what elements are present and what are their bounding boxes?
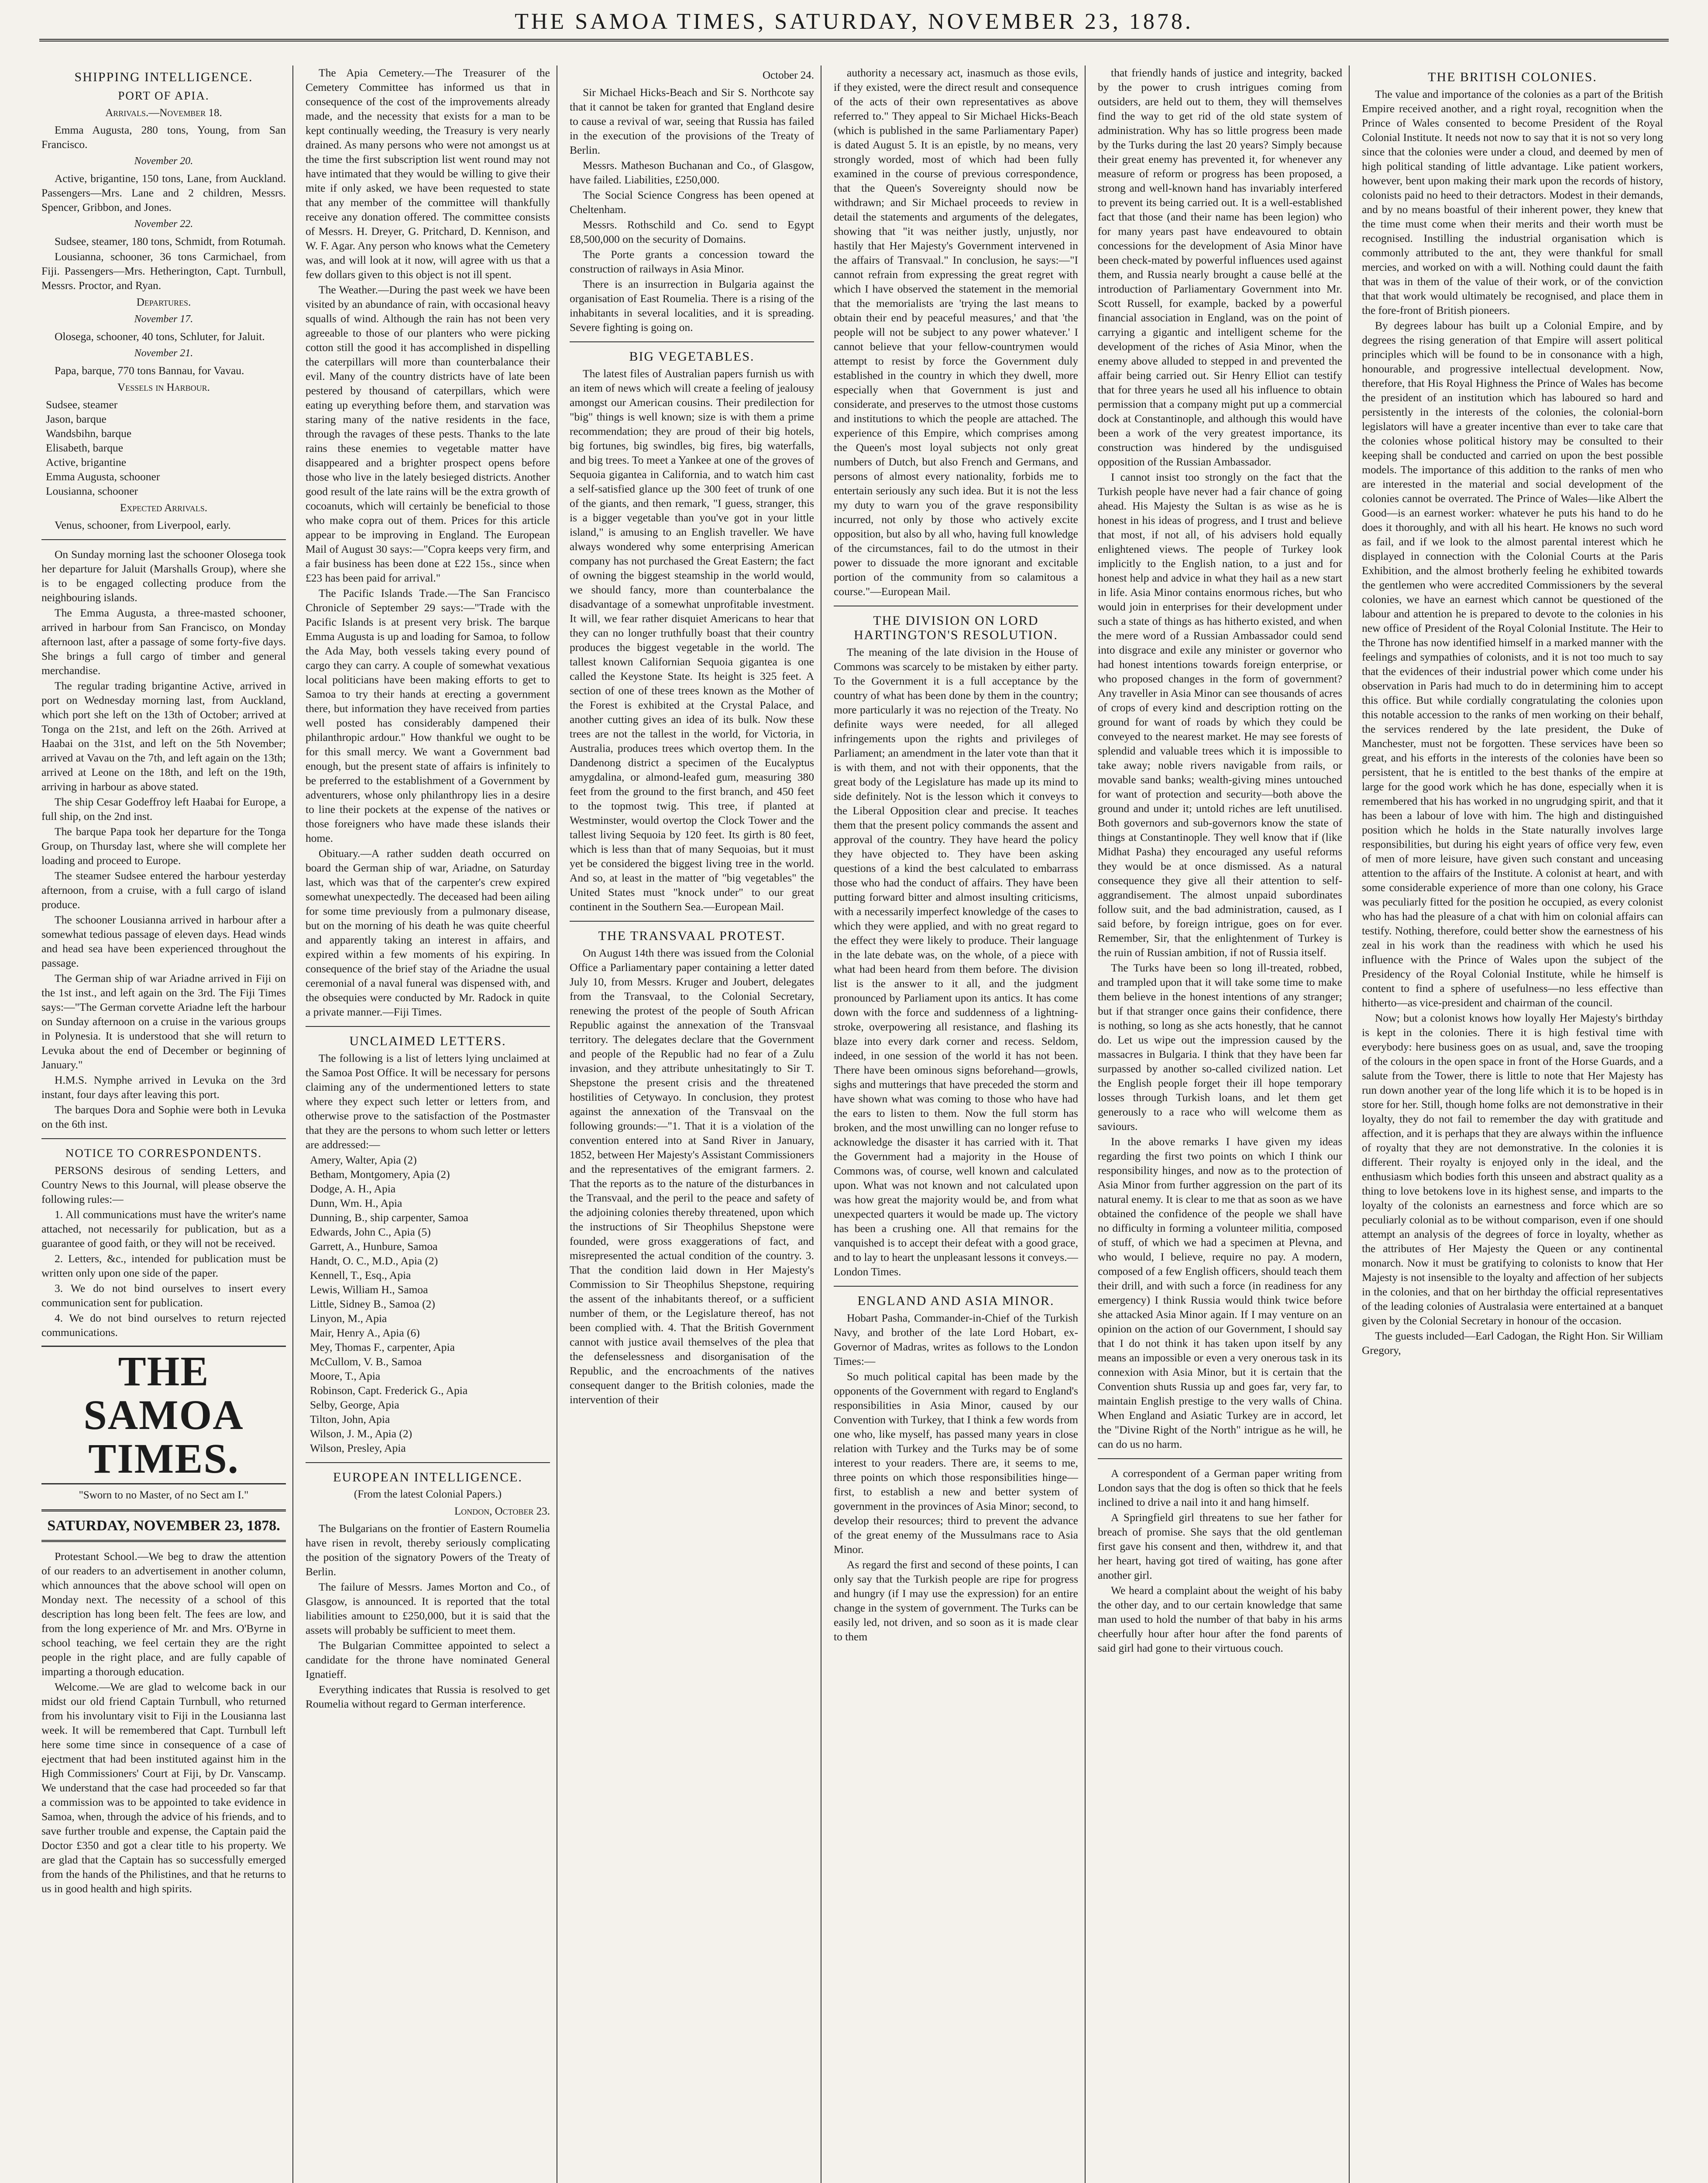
letter-item: Robinson, Capt. Frederick G., Apia xyxy=(310,1384,468,1397)
letter-item: Handt, O. C., M.D., Apia (2) xyxy=(310,1254,438,1267)
vessel-item: Active, brigantine xyxy=(46,456,127,468)
letter-item: Little, Sidney B., Samoa (2) xyxy=(310,1298,435,1310)
letter-item: Dunn, Wm. H., Apia xyxy=(310,1197,402,1209)
paragraph: The German ship of war Ariadne arrived in Fiji on the 1st inst., and left again on the 3rd. The Fiji Times says:—"The German corvette Ariadne left the harbour on Sunday afternoon on a cruise in the various groups in Polynesia. It is understood that she will return to Levuka about the end of December or beginning of January." xyxy=(41,972,286,1071)
divider xyxy=(570,341,814,342)
paragraph: PERSONS desirous of sending Letters, and Country News to this Journal, will please observe the following rules:— xyxy=(41,1164,286,1205)
paragraph: We heard a complaint about the weight of his baby the other day, and to our certain knowledge that same man used to hold the number of that baby in his arms cheerfully hour after hour after the fond parents of said girl had gone to their virtuous couch. xyxy=(1098,1584,1342,1654)
divider xyxy=(1098,1458,1342,1459)
letter-item: Mair, Henry A., Apia (6) xyxy=(310,1326,420,1339)
notice-heading: NOTICE TO CORRESPONDENTS. xyxy=(65,1147,262,1160)
paragraph: Now; but a colonist knows how loyally Her Majesty's birthday is kept in the colonies. There it is high festival time with everybody: here business goes on as usual, and, save the trooping of the colours in the open space in front of the Horse Guards, and a salute from the Tower, there is little to note that Her Majesty has run down another year of the long life which it is to be hoped is in store for her. Still, though home folks are not demonstrative in their loyalty, they do not fail to remember the day with gratitude and affection, and it is perhaps that they are always within the influence of royalty that they are not demonstrative. In the colonies it is different. Their royalty is enjoyed only in the ideal, and the enthusiasm which bodies forth this unseen and abstract quality as a thing to love betokens love in its highest sense, and imparts to the loyalty of the colonists an earnestness and force which are so peculiarly colonial as to be without comparison, even if one should attempt an analysis of the degrees of force in loyalty, whether as the attributes of Her Majesty the Queen or any continental monarch. Now it must be gratifying to colonists to know that Her Majesty is not insensible to the loyalty and affection of her subjects in the colonies, and that on her birthday the official representatives of the leading colonies of Australasia were entertained at a banquet given by the Colonial Secretary in honour of the occasion. xyxy=(1362,1012,1663,1327)
date-label: November 22. xyxy=(134,218,193,230)
divider xyxy=(570,921,814,922)
division-heading: THE DIVISION ON LORD HARTINGTON'S RESOLUTION. xyxy=(854,613,1058,642)
column-5 xyxy=(1098,65,1342,2183)
vessel-item: Elisabeth, barque xyxy=(46,441,124,454)
letter-item: Edwards, John C., Apia (5) xyxy=(310,1226,431,1238)
arrival-item: Active, brigantine, 150 tons, Lane, from Auckland. Passengers—Mrs. Lane and 2 children, Messrs. Spencer, Gribbon, and Jones. xyxy=(41,172,286,213)
issue-date: SATURDAY, NOVEMBER 23, 1878. xyxy=(47,1518,280,1534)
letter-item: Moore, T., Apia xyxy=(310,1370,381,1382)
dateline: October 24. xyxy=(762,69,814,81)
paragraph: There is an insurrection in Bulgaria against the organisation of East Roumelia. There is a rising of the inhabitants in several localities, and it is spreading. Severe fighting is going on. xyxy=(570,278,814,334)
paragraph: The Bulgarians on the frontier of Eastern Roumelia have risen in revolt, thereby seriously complicating the position of the signatory Powers of the Treaty of Berlin. xyxy=(306,1522,550,1578)
paragraph: So much political capital has been made by the opponents of the Government with regard to England's responsibilities in Asia Minor, caused by our Convention with Turkey, that I think a few words from one who, like myself, has passed many years in close relation with Turkey and the Turks may be of some interest to your readers. There are, it seems to me, three points on which those responsibilities hinge—first, to establish a new and better system of government in the provinces of Asia Minor; second, to develop their resources; third to prevent the advance of the great enemy of the Mussulmans race to Asia Minor. xyxy=(834,1370,1078,1556)
column-4 xyxy=(834,65,1078,2183)
letter-item: Linyon, M., Apia xyxy=(310,1312,387,1325)
expected-item: Venus, schooner, from Liverpool, early. xyxy=(55,519,231,531)
column-6 xyxy=(1362,65,1663,2183)
paragraph: The latest files of Australian papers furnish us with an item of news which will create a feeling of jealousy amongst our American cousins. Their predilection for "big" things is well known; size is with them a prime recommendation; they are proud of their big hotels, big fortunes, big swindles, big fires, big waterfalls, and big trees. To meet a Yankee at one of the groves of Sequoia gigantea in California, and to watch him cast a self-satisfied glance up the 300 feet of trunk of one of the giants, and then remark, "I guess, stranger, this is a bigger vegetable than you've got in your little island," is amusing to an English traveller. We have always wondered why some enterprising American company has not purchased the Great Eastern; the fact of owning the biggest steamship in the world would, we should fancy, more than counterbalance the disadvantage of a somewhat unprofitable investment. It will, we fear rather disquiet Americans to hear that they can no longer truthfully boast that their country produces the biggest vegetable in the world. The tallest known Californian Sequoia gigantea is one called the Keystone State. Its height is 325 feet. A section of one of these trees known as the Mother of the Forest is exhibited at the Crystal Palace, and another cutting gives an idea of its bulk. Now these trees are not the tallest in the world, for Victoria, in Australia, produces trees which overtop them. In the Dandenong district a specimen of the Eucalyptus amygdalina, or almond-leafed gum, measuring 380 feet from the ground to the first branch, and 450 feet to the topmost twig. This tree, if planted at Westminster, would overtop the Clock Tower and the tallest living Sequoia by 120 feet. Its girth is 80 feet, which is less than that of many Sequoias, but it must yet be considered the biggest living tree in the world. And so, at least in the matter of "big vegetables" the United States must "knock under" to our great continent in the Southern Sea.—European Mail. xyxy=(570,367,814,913)
paragraph: authority a necessary act, inasmuch as those evils, if they existed, were the direct result and consequence of the acts of their own representatives as above referred to." They appeal to Sir Michael Hicks-Beach (which is published in the same Parliamentary Paper) is dated August 5. It is an epistle, by no means, very strongly worded, most of which had been fully examined in the course of previous correspondence, that the Queen's Sovereignty should now be withdrawn; and Sir Michael proceeds to review in detail the statements and arguments of the delegates, showing that "it was neither justly, unjustly, nor hastily that Her Majesty's Government intervened in the affairs of Transvaal." In conclusion, he says:—"I cannot refrain from expressing the great regret with which I have observed the statement in the memorial that the memorialists are 'trying the last means to obtain their end by peaceful measures,' and that 'the people will not be subject to any power whatever.' I cannot believe that your fellow-countrymen would attempt to resist by force the Government duly established in the country in which they dwell, more especially when that Government is just and considerate, and preserves to the utmost those customs and institutions to which the people are attached. The experience of this Empire, which comprises among the Queen's most loyal subjects not only great numbers of Dutch, but also French and Germans, and persons of almost every nationality, forbids me to entertain seriously any such idea. But it is not the less my duty to warn you of the grave responsibility incurred, not only by those who actively excite opposition, but also by all who, having full knowledge of the circumstances, fail to do the utmost in their power to dissuade the more ignorant and excitable portion of the community from so calamitous a course."—European Mail. xyxy=(834,66,1078,598)
arrival-item: Emma Augusta, 280 tons, Young, from San Francisco. xyxy=(41,124,286,151)
paragraph: The following is a list of letters lying unclaimed at the Samoa Post Office. It will be necessary for persons claiming any of the undermentioned letters to state where they expect such letter or letters from, and otherwise prove to the satisfaction of the Postmaster that they are the persons to whom such letter or letters are addressed:— xyxy=(306,1052,550,1151)
letter-item: Lewis, William H., Samoa xyxy=(310,1283,428,1296)
letter-item: Selby, George, Apia xyxy=(310,1398,399,1411)
letter-item: Dodge, A. H., Apia xyxy=(310,1182,396,1195)
paragraph: Everything indicates that Russia is resolved to get Roumelia without regard to German interference. xyxy=(306,1683,550,1710)
paragraph: The Weather.—During the past week we have been visited by an abundance of rain, with occasional heavy squalls of wind. Although the rain has not been very agreeable to those of our planters who were picking cotton still the good it has accomplished in dispelling the caterpillars will more than counterbalance their evil. Many of the country districts have of late been pestered by thousand of caterpillars, which were eating up everything before them, and starvation was staring many of the native residents in the face, through the ravages of these pests. Thanks to the late rains these enemies to vegetable matter have disappeared and a brighter prospect opens before those who live in the lately besieged districts. Another good result of the late rains will be the extra growth of cocoanuts, which will certainly be beneficial to those who make copra out of them. Prices for this article appear to be improving in England. The European Mail of August 30 says:—"Copra keeps very firm, and a fair business has been done at £22 15s., since when £23 has been paid for arrival." xyxy=(306,283,550,584)
departure-item: Papa, barque, 770 tons Bannau, for Vavau. xyxy=(55,364,244,377)
paragraph: Messrs. Matheson Buchanan and Co., of Glasgow, have failed. Liabilities, £250,000. xyxy=(570,159,814,186)
letter-item: Dunning, B., ship carpenter, Samoa xyxy=(310,1211,468,1224)
paragraph: The Pacific Islands Trade.—The San Francisco Chronicle of September 29 says:—"Trade with the Pacific Islands is at present very brisk. The barque Emma Augusta is up and loading for Samoa, to follow the Ada May, both vessels taking every pound of cargo they can carry. A couple of somewhat vexatious local politicians have been making efforts to get to Samoa to try their hands at erecting a government there, but information they have received from parties well posted has considerably dampened their philanthropic ardour." How thankful we ought to be for this small mercy. We want a Government bad enough, but the present state of affairs is infinitely to be preferred to the establishment of a Government by adventurers, whose only philanthropy lies in a desire to line their pockets at the expense of the natives or those foreigners who have made these islands their home. xyxy=(306,587,550,844)
letter-item: Wilson, J. M., Apia (2) xyxy=(310,1427,412,1440)
paragraph: 3. We do not bind ourselves to insert every communication sent for publication. xyxy=(41,1282,286,1309)
european-heading: EUROPEAN INTELLIGENCE. xyxy=(333,1470,522,1484)
paragraph: that friendly hands of justice and integrity, backed by the power to crush intrigues coming from outsiders, are held out to them, they will themselves find the way to get rid of the old state system of administration. Why has so little progress been made by the Turks during the last 20 years? Simply because their great enemy has prevented it, for whenever any measure of reform or progress has been proposed, a strong and well-known hand has invariably interfered to prevent its being carried out. It is a well-established fact that those (and their name has been legion) who for many years past have endeavoured to obtain concessions for the development of Asia Minor have been check-mated by powerful influences used against them, and Russia nearly brought a cause bellé at the introduction of Parliamentary Government into Mr. Scott Russell, for example, backed by a powerful financial association in England, was on the point of carrying a gigantic and intelligent scheme for the development of the riches of Asia Minor, when the enemy above alluded to stepped in and prevented the affair being carried out. Sir Henry Elliot can testify that for three years he used all his influence to obtain permission that a company might put up a commercial dock at Constantinople, and although this would have been a work of the very greatest importance, its construction was hindered by the undisguised opposition of the Russian Ambassador. xyxy=(1098,66,1342,468)
column-2 xyxy=(306,65,550,2183)
divider xyxy=(834,1286,1078,1287)
letter-item: Wilson, Presley, Apia xyxy=(310,1442,406,1454)
paragraph: The Social Science Congress has been opened at Cheltenham. xyxy=(570,189,814,216)
divider xyxy=(41,539,286,540)
masthead-title: THE SAMOA TIMES. xyxy=(41,1346,286,1484)
column-rule xyxy=(1085,65,1086,2183)
paragraph: The Emma Augusta, a three-masted schooner, arrived in harbour from San Francisco, on Monday afternoon last, after a passage of some forty-five days. She brings a full cargo of timber and general merchandise. xyxy=(41,606,286,677)
divider xyxy=(306,1026,550,1027)
paragraph: On August 14th there was issued from the Colonial Office a Parliamentary paper containing a letter dated July 10, from Messrs. Kruger and Joubert, delegates from the Transvaal, to the Colonial Secretary, renewing the protest of the people of South African Republic against the annexation of the Transvaal territory. The delegates declare that the Government and people of the Republic had no fear of a Zulu invasion, and they attribute unhesitatingly to Sir T. Shepstone the present crisis and the threatened hostilities of Cetywayo. In conclusion, they protest against the annexation of the Transvaal on the following grounds:—"1. That it is a violation of the convention entered into at Sand River in January, 1852, between Her Majesty's Assistant Commissioners and the representatives of the emigrant farmers. 2. That the reports as to the nature of the disturbances in the Transvaal, and the peril to the peace and safety of the adjoining colonies thereby threatened, upon which the instructions of Sir Theophilus Shepstone were founded, were gross exaggerations of fact, and misrepresented the actual condition of the country. 3. That the condition laid down in Her Majesty's Commission to Sir Theophilus Shepstone, requiring the assent of the inhabitants thereof, or a sufficient number of them, or the Legislature thereof, has not been complied with. 4. That the British Government cannot with justice avail themselves of the plea that the defenselessness and disorganisation of the Republic, and the encroachments of the natives consequent danger to the British colonies, made the intervention of their xyxy=(570,947,814,1406)
divider xyxy=(306,1462,550,1463)
date-label: November 21. xyxy=(134,348,193,359)
letter-item: Kennell, T., Esq., Apia xyxy=(310,1269,411,1281)
paragraph: The steamer Sudsee entered the harbour yesterday afternoon, from a cruise, with a full cargo of island produce. xyxy=(41,869,286,911)
letter-item: McCullom, V. B., Samoa xyxy=(310,1355,422,1368)
vessel-item: Lousianna, schooner xyxy=(46,485,138,497)
vessel-item: Wandsbihn, barque xyxy=(46,427,132,440)
paragraph: The ship Cesar Godeffroy left Haabai for Europe, a full ship, on the 2nd inst. xyxy=(41,795,286,823)
paragraph: H.M.S. Nymphe arrived in Levuka on the 3rd instant, four days after leaving this port. xyxy=(41,1074,286,1101)
paragraph: The Apia Cemetery.—The Treasurer of the Cemetery Committee has informed us that in consequence of the cost of the improvements already made, and the necessity that exists for a man to be kept continually weeding, the Treasury is very nearly drained. As many persons who were not amongst us at the time the first subscription list went round may not have intimated that they would be willing to give their mite if only asked, we have been requested to state that any member of the committee will thankfully receive any donation offered. The committee consists of Messrs. H. Dreyer, G. Pritchard, D. Kennison, and W. F. Agar. Any person who knows what the Cemetery was, and will look at it now, will agree with us that a few dollars given to this object is not ill spent. xyxy=(306,66,550,281)
letter-item: Amery, Walter, Apia (2) xyxy=(310,1153,417,1166)
paragraph: The guests included—Earl Cadogan, the Right Hon. Sir William Gregory, xyxy=(1362,1329,1663,1357)
letter-item: Mey, Thomas F., carpenter, Apia xyxy=(310,1341,455,1353)
paragraph: Hobart Pasha, Commander-in-Chief of the Turkish Navy, and brother of the late Lord Hobart, ex-Governor of Madras, writes as follows to the London Times:— xyxy=(834,1312,1078,1367)
vessel-item: Jason, barque xyxy=(46,413,107,425)
paragraph: The barque Papa took her departure for the Tonga Group, on Thursday last, where she will complete her loading and proceed to Europe. xyxy=(41,825,286,867)
paragraph: 2. Letters, &c., intended for publication must be written only upon one side of the paper. xyxy=(41,1252,286,1279)
page-header: THE SAMOA TIMES, SATURDAY, NOVEMBER 23, 1878. xyxy=(39,9,1669,41)
arrival-item: Sudsee, steamer, 180 tons, Schmidt, from Rotumah. xyxy=(55,235,286,248)
transvaal-heading: THE TRANSVAAL PROTEST. xyxy=(598,929,786,943)
source-note: (From the latest Colonial Papers.) xyxy=(354,1488,502,1500)
paragraph: Obituary.—A rather sudden death occurred on board the German ship of war, Ariadne, on Saturday last, which was that of the carpenter's crew expired somewhat unexpectedly. The deceased had been ailing for some time previously from a pulmonary disease, but on the morning of his death he was quite cheerful and apparently taking an interest in affairs, and expired within a few moments of his expiring. In consequence of the brief stay of the Ariadne the usual ceremonial of a naval funeral was dispensed with, and the obsequies were conducted by Mr. Radock in quite a private manner.—Fiji Times. xyxy=(306,847,550,1018)
paragraph: The Porte grants a concession toward the construction of railways in Asia Minor. xyxy=(570,248,814,275)
paragraph: A Springfield girl threatens to sue her father for breach of promise. She says that the old gentleman first gave his consent and then, withdrew it, and that her heart, having got tired of waiting, has gone after another girl. xyxy=(1098,1511,1342,1581)
column-3 xyxy=(570,65,814,2183)
vessel-item: Sudsee, steamer xyxy=(46,398,118,411)
paragraph: As regard the first and second of these points, I can only say that the Turkish people are ripe for progress and hungry (if I may use the expression) for an entire change in the system of government. The Turks can be easily led, not driven, and so soon as it is made clear to them xyxy=(834,1558,1078,1643)
divider xyxy=(41,1540,286,1542)
column-rule xyxy=(1349,65,1350,2183)
paragraph: The Turks have been so long ill-treated, robbed, and trampled upon that it will take some time to make them believe in the honest intentions of any stranger; but if that stranger once gains their confidence, there is nothing, so long as she acts honestly, that he cannot do. Let us wipe out the impression caused by the massacres in Bulgaria. I think that they have been far surpassed by another so-called civilized nation. Let the English people forget their ill hope temporary losses through Turkish loans, and let them get generously to a race who will welcome them as saviours. xyxy=(1098,961,1342,1133)
letter-item: Tilton, John, Apia xyxy=(310,1413,390,1425)
paragraph: The schooner Lousianna arrived in harbour after a somewhat tedious passage of eleven days. Head winds and head sea have been experienced throughout the passage. xyxy=(41,913,286,969)
arrivals-label: Arrivals.—November 18. xyxy=(105,107,222,119)
port-heading: PORT OF APIA. xyxy=(118,89,210,102)
paragraph: By degrees labour has built up a Colonial Empire, and by degrees the rising generation of that Empire will assert political principles which will be found to be in consonance with a high, honourable, and progressive intellectual development. Now, therefore, that His Royal Highness the Prince of Wales has become the president of an institution which has laboured so hard and persistently in the interests of the colonies, the colonial-born legislators will have a greater incentive than ever to take care that the colonies whose political history may be consulted to their keeping shall be conducted and carried on upon the best possible models. The importance of this addition to the ranks of men who are interested in the material and social development of the colonies cannot be overrated. The Prince of Wales—like Albert the Good—is an earnest worker: whatever he puts his hand to do he does it thoroughly, and with all his heart. He knows no such word as fail, and if we look to the almost parental interest which he displayed in connection with the Colonial Courts at the Paris Exhibition, and the almost brotherly feeling he exhibited towards the gentlemen who were accredited Commissioners by the several colonies, we have an earnest which cannot be questioned of the labour and attention he is prepared to devote to the colonies in his new office of President of the Royal Colonial Institute. The Heir to the Throne has now identified himself in a marked manner with the feelings and sympathies of colonists, and it is not too much to say that the evidences of their industrial power which come under his observation in Paris had much to do in determining him to accept this office. But while cordially congratulating the colonies upon this notable accession to the ranks of men working on their behalf, the services rendered by the late president, the Duke of Manchester, must not be forgotten. These services have been so great, and his efforts in the interests of the colonies have been so persistent, that he is entitled to the best thanks of the empire at large for the good work which he has done, especially when it is remembered that his has worked in no ungrudging spirit, and that it has been a labour of love with him. The high and distinguished position which he holds in the State naturally involves large responsibilities, but during his eight years of office very few, even of men of more leisure, have given such constant and unceasing attention to the affairs of the Institute. A colonist at heart, and with some considerable experience of more than one colony, his Grace was peculiarly fitted for the position he occupied, as every colonist who has had the pleasure of a chat with him on colonial affairs can testify. Nothing, therefore, could better show the earnestness of his zeal in his work than the readiness with which he used his influence with the Prince of Wales upon the subject of the Presidency of the Royal Colonial Institute, while he himself is content to find a sphere of usefulness—no less effective than hitherto—as vice-president and chairman of the council. xyxy=(1362,319,1663,1009)
departure-item: Olosega, schooner, 40 tons, Schluter, for Jaluit. xyxy=(55,330,265,343)
departures-label: Departures. xyxy=(136,296,191,308)
shipping-heading: SHIPPING INTELLIGENCE. xyxy=(74,70,253,84)
paragraph: Welcome.—We are glad to welcome back in our midst our old friend Captain Turnbull, who returned from his involuntary visit to Fiji in the Lousianna last week. It will be remembered that Capt. Turnbull left here some time since in consequence of a case of ejectment that had been instituted against him in the High Commissioners' Court at Fiji, by Dr. Vanscamp. We understand that the case had proceeded so far that a commission was to be appointed to take evidence in Samoa, when, through the advice of his friends, and to save further trouble and expense, the Captain paid the Doctor £350 and got a clear title to his property. We are glad that the Captain has so successfully emerged from the hands of the Philistines, and that he returns to us in good health and high spirits. xyxy=(41,1680,286,1895)
paragraph: The value and importance of the colonies as a part of the British Empire received another, and a right royal, recognition when the Prince of Wales consented to become President of the Royal Colonial Institute. It needs not now to say that it is not so very long since that the colonies were under a cloud, and deemed by men of high political standing of little advantage. Like patient workers, however, bent upon making their mark upon the records of history, colonists paid no heed to their detractors. Modest in their demands, and by no means boastful of their inherent power, they knew that the time must come when their merits and their worth must be recognised. Instilling the industrial organisation which is commonly attributed to the ant, they were thankful for small mercies, and worked on with a will. Nothing could daunt the faith that was in them of the value of their work, or of the conviction that that work would ultimately be recognised, and place them in the fore-front of British pioneers. xyxy=(1362,88,1663,317)
masthead-motto: "Sworn to no Master, of no Sect am I." xyxy=(79,1489,249,1501)
arrival-item: Lousianna, schooner, 36 tons Carmichael, from Fiji. Passengers—Mrs. Hetherington, Capt. Turnbull, Messrs. Proctor, and Ryan. xyxy=(41,250,286,292)
expected-label: Expected Arrivals. xyxy=(120,502,208,514)
paragraph: 1. All communications must have the writer's name attached, not necessarily for publication, but as a guarantee of good faith, or they will not be received. xyxy=(41,1208,286,1250)
date-label: November 20. xyxy=(134,155,193,167)
paragraph: The regular trading brigantine Active, arrived in port on Wednesday morning last, from Auckland, which port she left on the 13th of October; arrived at Tonga on the 21st, and left on the 26th. Arrived at Haabai on the 31st, and left on the 5th November; arrived at Vavau on the 7th, and left again on the 13th; arrived at Leone on the 18th, and left on the 19th, arriving in harbour as above stated. xyxy=(41,679,286,793)
date-label: November 17. xyxy=(134,313,193,325)
paragraph: On Sunday morning last the schooner Olosega took her departure for Jaluit (Marshalls Group), where she is to be engaged collecting produce from the neighbouring islands. xyxy=(41,548,286,604)
letter-item: Betham, Montgomery, Apia (2) xyxy=(310,1168,450,1181)
divider xyxy=(41,1509,286,1512)
vegetables-heading: BIG VEGETABLES. xyxy=(629,349,755,364)
paragraph: The failure of Messrs. James Morton and Co., of Glasgow, is announced. It is reported that the total liabilities amount to £250,000, but it is said that the assets will probably be sufficient to meet them. xyxy=(306,1580,550,1636)
divider xyxy=(41,1138,286,1139)
column-rule xyxy=(292,65,293,2183)
paragraph: The Bulgarian Committee appointed to select a candidate for the throne have nominated General Ignatieff. xyxy=(306,1639,550,1680)
vessel-item: Emma Augusta, schooner xyxy=(46,470,160,483)
vessels-label: Vessels in Harbour. xyxy=(117,382,210,393)
paragraph: 4. We do not bind ourselves to return rejected communications. xyxy=(41,1312,286,1339)
paragraph: Protestant School.—We beg to draw the attention of our readers to an advertisement in another column, which announces that the above school will open on Monday next. The necessity of a school of this description has long been felt. The fees are low, and from the long experience of Mr. and Mrs. O'Byrne in school teaching, we feel certain they are the right people in the right place, and are fully capable of imparting a thorough education. xyxy=(41,1550,286,1678)
paragraph: A correspondent of a German paper writing from London says that the dog is often so thick that he feels inclined to drive a nail into it and hang himself. xyxy=(1098,1467,1342,1508)
unclaimed-heading: UNCLAIMED LETTERS. xyxy=(349,1034,506,1048)
paragraph: The barques Dora and Sophie were both in Levuka on the 6th inst. xyxy=(41,1103,286,1130)
paragraph: I cannot insist too strongly on the fact that the Turkish people have never had a fair chance of going ahead. His Majesty the Sultan is as wise as he is honest in his ideas of progress, and I trust and believe that most, if not all, of his advisers hold equally enlightened views. The people of Turkey look implicitly to the English nation, to a just and for honest help and advice in what they hail as a new start in life. Asia Minor contains enormous riches, but who would join in enterprises for their development under such a state of things as has hitherto existed, and when the mere word of a Russian Ambassador could send into disgrace and exile any minister or governor who had honest intentions towards foreign enterprise, or who proposed changes in the form of government? Any traveller in Asia Minor can see thousands of acres of crops of every kind and description rotting on the ground for want of roads by which they could be conveyed to the nearest market. He may see forests of splendid and valuable trees which it is impossible to take away; noble rivers navigable from rails, or movable sand banks; wealth-giving mines untouched for want of protection and security—both above the ground and under it; untold riches are left unutilised. Both governors and sub-governors know the state of things at Constantinople. They well know that if (like Midhat Pasha) they encouraged any useful reforms they would be at once dismissed. As a natural consequence they give all their attention to self-aggrandisement. The almost unpaid subordinates follow suit, and the bad administration, caused, as I said before, by foreign intrigue, goes on for ever. Remember, Sir, that the enlightenment of Turkey is the ruin of Russian ambition, if not of Russia itself. xyxy=(1098,471,1342,959)
paragraph: Messrs. Rothschild and Co. send to Egypt £8,500,000 on the security of Domains. xyxy=(570,218,814,245)
colonies-heading: THE BRITISH COLONIES. xyxy=(1428,70,1597,84)
dateline: London, October 23. xyxy=(454,1505,550,1517)
paragraph: In the above remarks I have given my ideas regarding the first two points on which I think our responsibility hinges, and now as to the protection of Asia Minor from further aggression on the part of its natural enemy. It is clear to me that as soon as we have obtained the confidence of the people we shall have no difficulty in forming a volunteer militia, composed of stuff, of which we had a specimen at Plevna, and who would, I believe, require no pay. A modern, composed of a few English officers, should teach them their drill, and with such a force (in readiness for any emergency) I think Russia would think twice before she attacked Asia Minor again. If I may venture on an opinion on the action of our Government, I should say that I do not think it has taken upon itself by any means an impossible or even a very onerous task in its connexion with Asia Minor, but it is certain that the Convention shuts Russia up and goes far, very far, to maintain English prestige to the very walls of China. When England and Asiatic Turkey are in accord, let the "Divine Right of the North" intrigue as he will, he can do us no harm. xyxy=(1098,1135,1342,1450)
column-1 xyxy=(41,65,286,2183)
paragraph: The meaning of the late division in the House of Commons was scarcely to be mistaken by either party. To the Government it is a full acceptance by the country of what has been done by them in the country; more particularly it was no rejection of the Treaty. No definite ways were needed, for all alleged infringements upon the rights and privileges of Parliament; an amendment in the later vote than that it is with them, and not with their opponents, that the great body of the Legislature has made up its mind to side definitely. Not is the lesson which it conveys to the Liberal Opposition clear and precise. It teaches them that the present policy commands the assent and approval of the country. They have heard the policy they have objected to. They have been asking questions of a kind the best calculated to embarrass those who had the conduct of affairs. They have been putting forward bitter and almost insulting criticisms, with a necessarily imperfect knowledge of the cases to which they were applied, and with no great regard to the effect they were likely to produce. Their language in the late debate was, on the whole, of a piece with what had been heard from them before. The division list is the answer to it all, and the judgment pronounced by Parliament upon its antics. It has come down with the force and suddenness of a lightning-stroke, overpowering all resistance, and flashing its blaze into every dark corner and recess. Seldom, indeed, in one session of the world it has not been. There have been ominous signs beforehand—growls, sighs and mutterings that have preceded the storm and have shown what was coming to those who have had the ears to listen to them. Now the full storm has broken, and the most unwilling can no longer refuse to acknowledge the disaster it has carried with it. That the Government had a majority in the House of Commons was, of course, well known and calculated upon. What was not known and not calculated upon was how great the majority would be, and from what unexpected quarters it would be made up. The victory has been a crushing one. All that remains for the vanquished is to accept their defeat with a good grace, and to lay to heart the unpleasant lessons it conveys.—London Times. xyxy=(834,646,1078,1278)
asia-minor-heading: ENGLAND AND ASIA MINOR. xyxy=(857,1294,1055,1308)
paragraph: Sir Michael Hicks-Beach and Sir S. Northcote say that it cannot be taken for granted that England desire to cause a revival of war, seeing that Russia has failed in the execution of the provisions of the Treaty of Berlin. xyxy=(570,86,814,156)
letter-item: Garrett, A., Hunbure, Samoa xyxy=(310,1240,438,1253)
